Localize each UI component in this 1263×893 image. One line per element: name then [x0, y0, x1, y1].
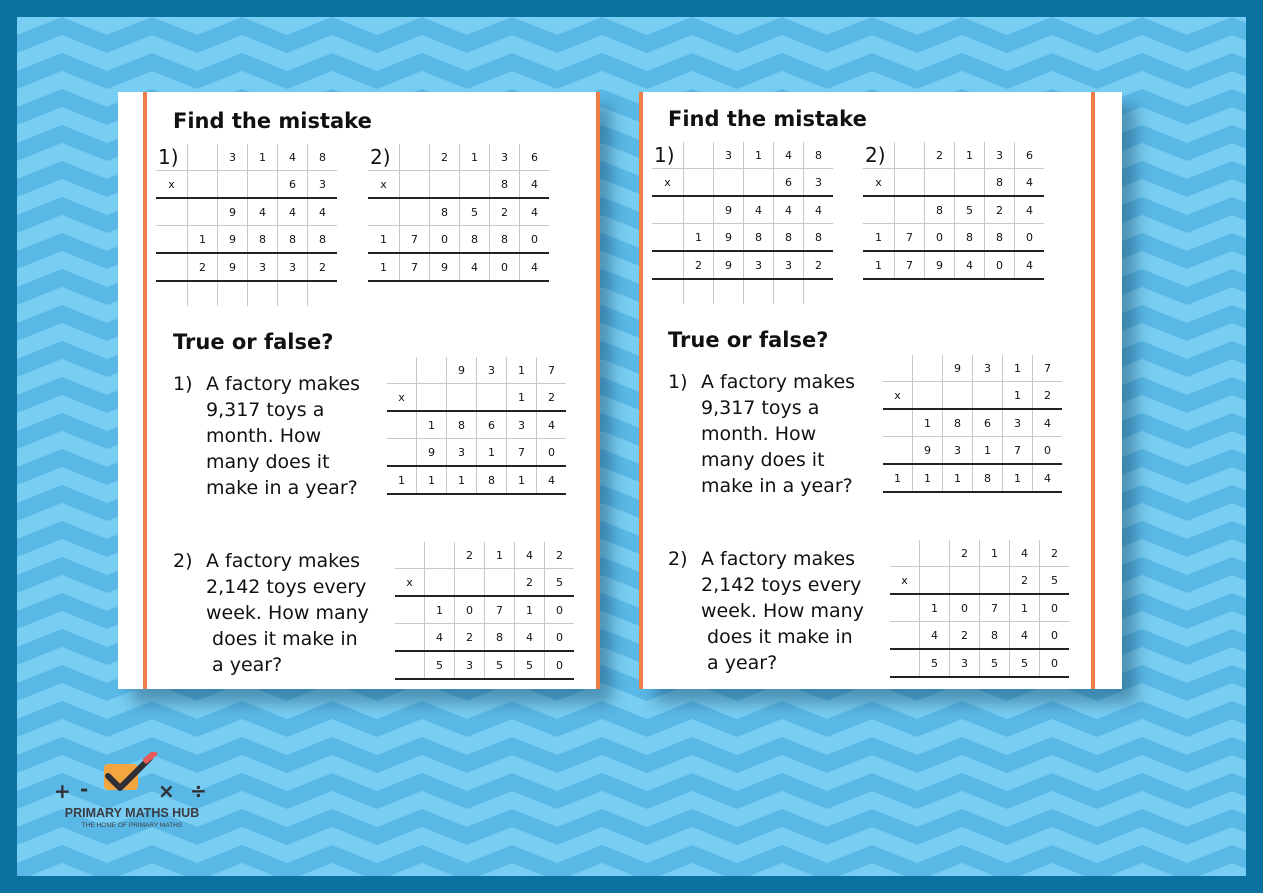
truefalse-grid-2: 2 1 4 2 x 2 5 1 0 7 1 0 4 2 8 4 0 5 3 5 5 0 [395, 542, 574, 680]
maths-symbols-icon [46, 752, 218, 806]
heading-find-the-mistake: Find the mistake [173, 109, 372, 133]
margin-line-right [596, 92, 600, 689]
question-number: 1) [652, 142, 684, 169]
mistake-grid-2: 2) 2 1 3 6 x 8 4 8 5 2 4 1 7 0 8 8 0 1 7 9 4 0 4 [863, 142, 1044, 280]
multiply-sign: x [883, 382, 913, 410]
multiply-sign: x [395, 569, 425, 597]
worksheet-left: Find the mistake 1) 3 1 4 8 x 6 3 9 4 4 4 1 9 8 8 8 2 9 3 3 2 2) 2 1 3 6 x 8 4 8 5 2 4 1 7 0 8 8 0 1 7 9 4 0 4 True or false? 1) A factory makes 9,317 toys a month. How many does it make in a year? 9 3 1 7 x 1 2 1 8 6 3 4 9 3 1 7 0 1 1 1 8 1 4 2) A factory makes 2,142 toys every week. How many does it make in a year? 2 1 4 2 x 2 5 1 0 7 1 0 4 2 8 4 0 5 3 5 5 0 [118, 92, 598, 689]
multiply-sign: x [368, 171, 400, 199]
question-number: 2) [668, 548, 688, 570]
primary-maths-hub-logo [46, 752, 226, 832]
mistake-grid-1: 1) 3 1 4 8 x 6 3 9 4 4 4 1 9 8 8 8 2 9 3 3 2 [156, 144, 337, 306]
multiply-sign: x [156, 171, 188, 199]
mistake-grid-2: 2) 2 1 3 6 x 8 4 8 5 2 4 1 7 0 8 8 0 1 7 9 4 0 4 [368, 144, 549, 282]
heading-true-or-false: True or false? [668, 328, 829, 352]
brand-name: PRIMARY MATHS HUB [64, 806, 200, 820]
margin-line-left [143, 92, 147, 689]
truefalse-grid-2: 2 1 4 2 x 2 5 1 0 7 1 0 4 2 8 4 0 5 3 5 5 0 [890, 540, 1069, 678]
question-number: 2) [368, 144, 400, 171]
svg-text:÷: ÷ [190, 779, 207, 803]
margin-line-left [639, 92, 643, 689]
question-number: 2) [863, 142, 895, 169]
mistake-grid-1: 1) 3 1 4 8 x 6 3 9 4 4 4 1 9 8 8 8 2 9 3 3 2 [652, 142, 833, 304]
truefalse-grid-1: 9 3 1 7 x 1 2 1 8 6 3 4 9 3 1 7 0 1 1 1 8 1 4 [387, 357, 566, 495]
question-number: 2) [173, 550, 193, 572]
question-number: 1) [156, 144, 188, 171]
multiply-sign: x [863, 169, 895, 197]
truefalse-grid-1: 9 3 1 7 x 1 2 1 8 6 3 4 9 3 1 7 0 1 1 1 8 1 4 [883, 355, 1062, 493]
multiply-sign: x [652, 169, 684, 197]
margin-line-right [1091, 92, 1095, 689]
worksheet-right: Find the mistake 1) 3 1 4 8 x 6 3 9 4 4 4 1 9 8 8 8 2 9 3 3 2 2) 2 1 3 6 x 8 4 8 5 2 4 1 7 0 8 8 0 1 7 9 4 0 4 True or false? 1) A factory makes 9,317 toys a month. How many does it make in a year? 9 3 1 7 x 1 2 1 8 6 3 4 9 3 1 7 0 1 1 1 8 1 4 2) A factory makes 2,142 toys every week. How many does it make in a year? 2 1 4 2 x 2 5 1 0 7 1 0 4 2 8 4 0 5 3 5 5 0 [641, 92, 1122, 689]
svg-text:+: + [54, 779, 71, 803]
svg-text:×: × [158, 779, 175, 803]
heading-find-the-mistake: Find the mistake [668, 107, 867, 131]
question-number: 1) [173, 373, 193, 395]
multiply-sign: x [890, 567, 920, 595]
question-number: 1) [668, 371, 688, 393]
svg-text:-: - [80, 777, 89, 801]
multiply-sign: x [387, 384, 417, 412]
heading-true-or-false: True or false? [173, 330, 334, 354]
brand-tagline: THE HOME OF PRIMARY MATHS [81, 822, 183, 829]
